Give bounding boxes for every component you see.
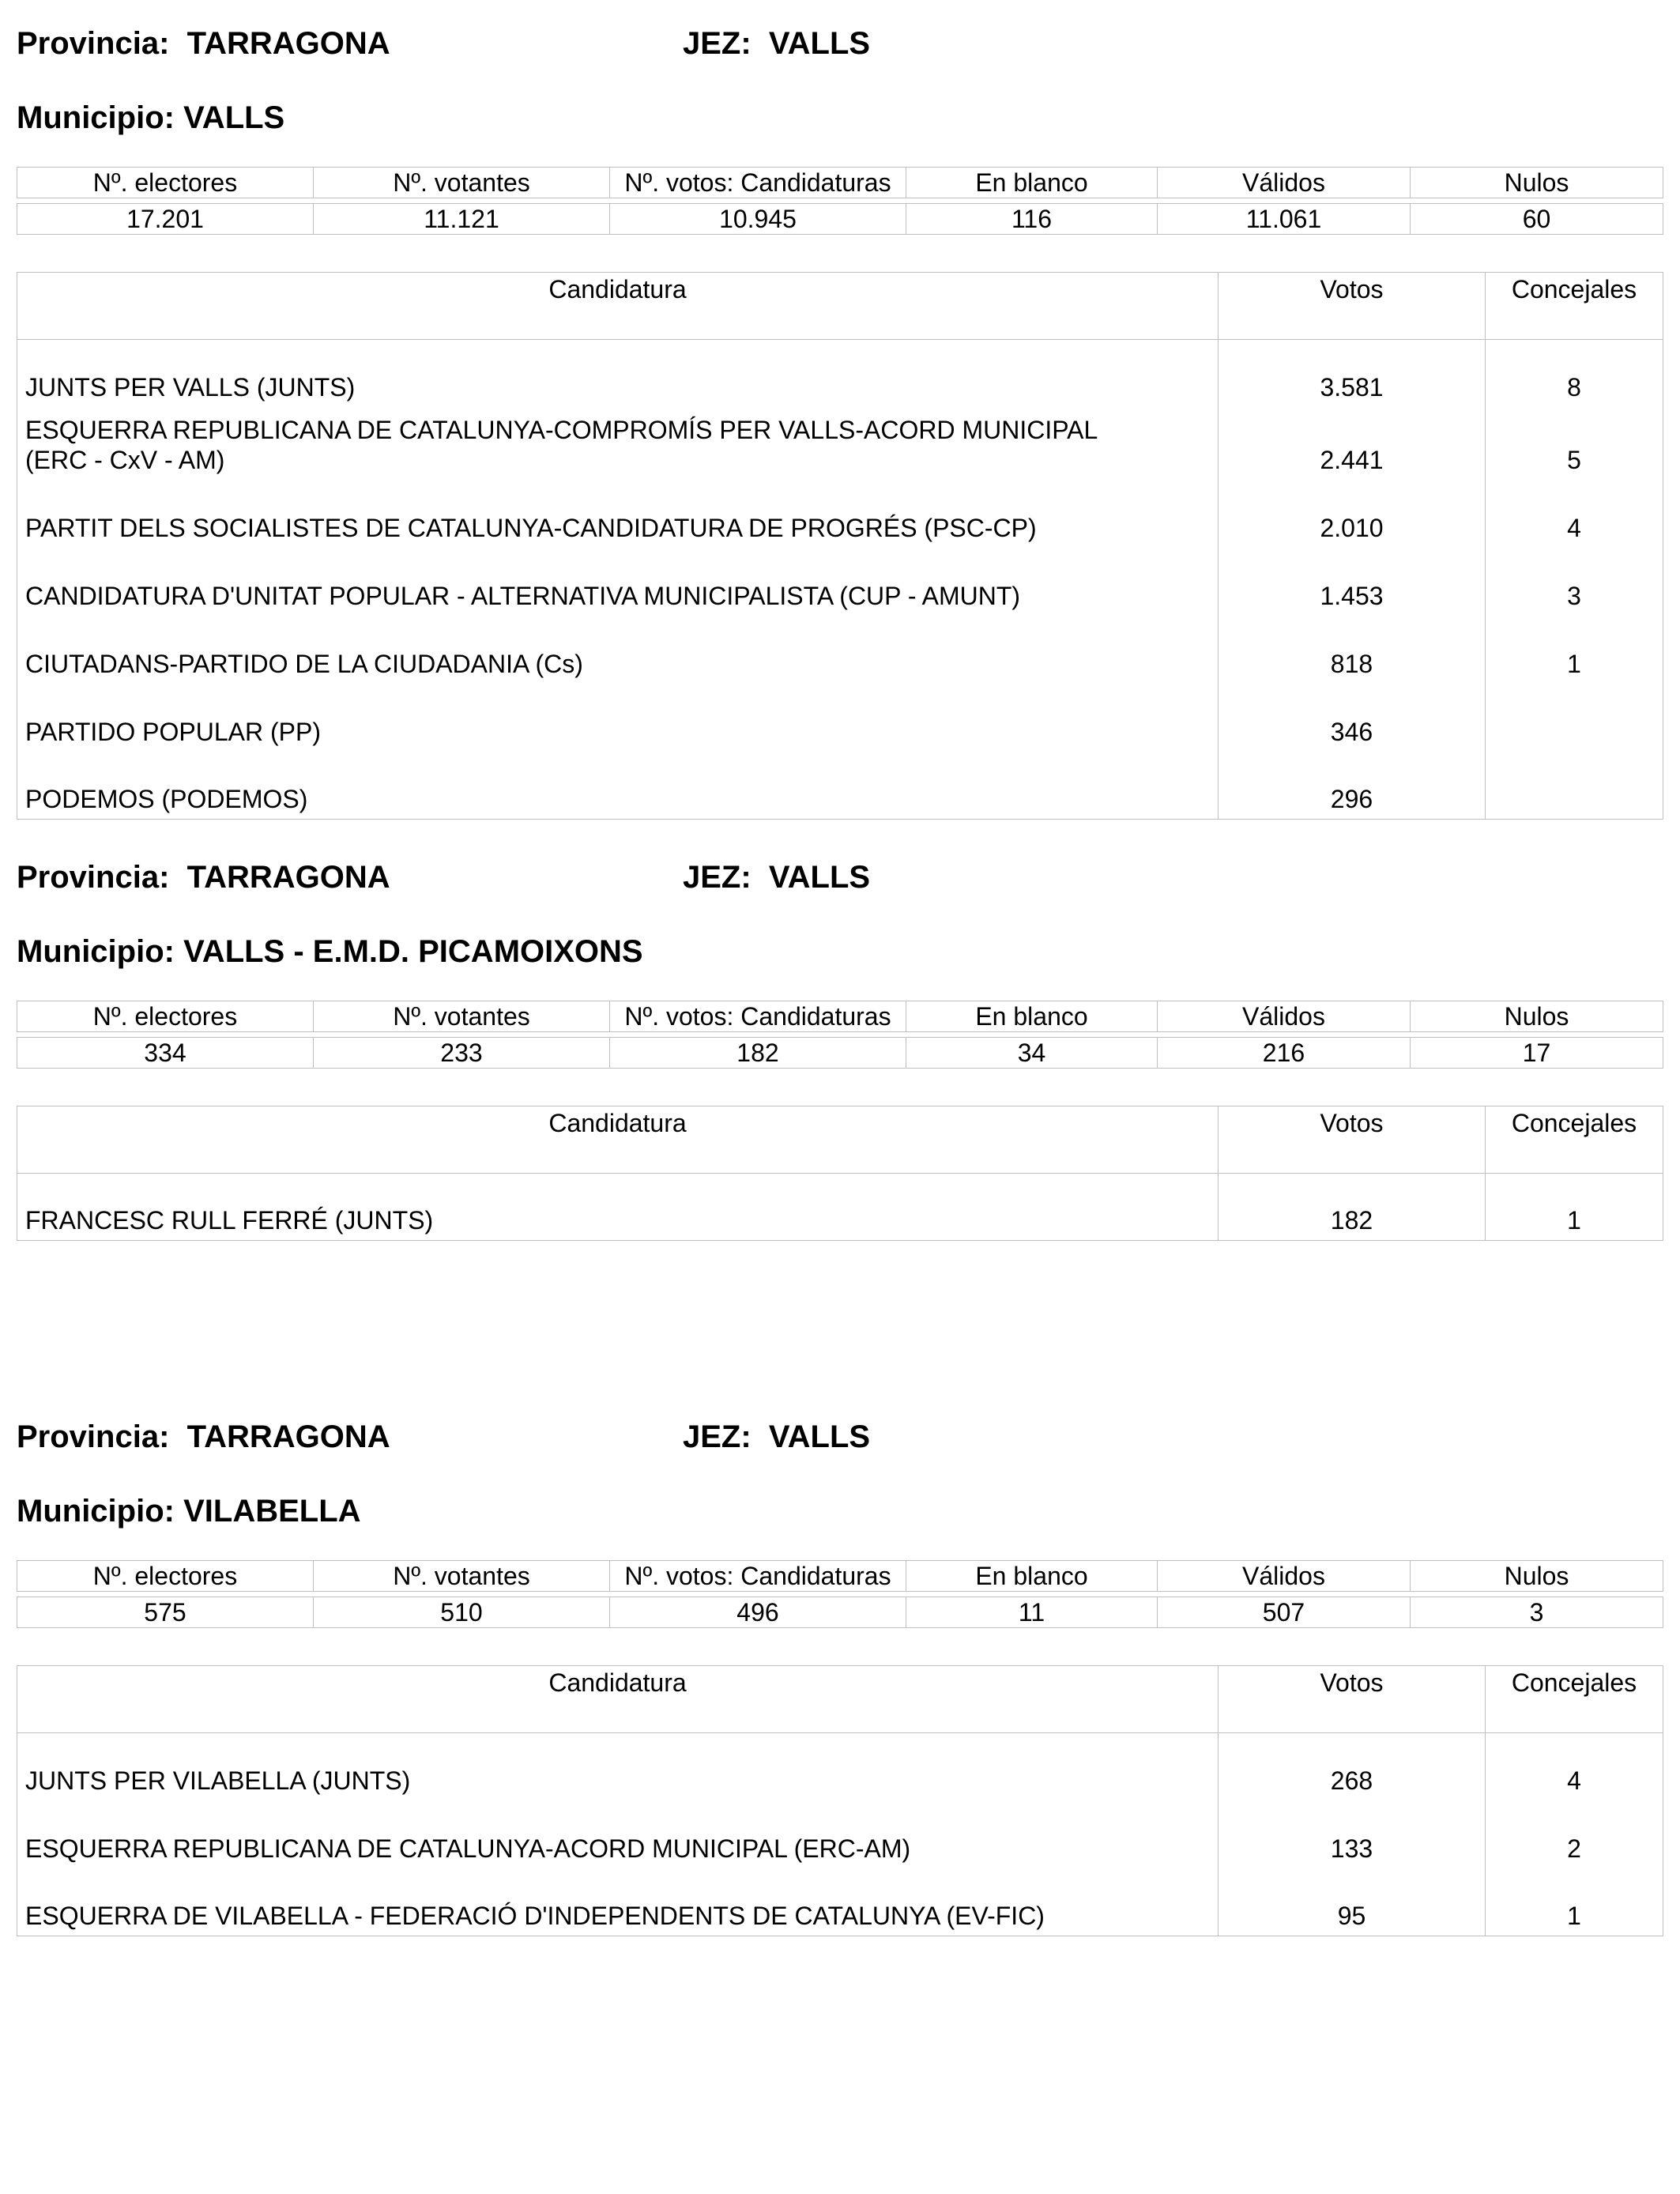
header-nulos: Nulos [1411, 1001, 1663, 1032]
candidaturas-table [17, 272, 1663, 820]
jez-label: JEZ: [683, 860, 751, 895]
provincia-line [17, 1417, 390, 1457]
municipio-label: Municipio: [17, 934, 175, 969]
header-en-blanco: En blanco [906, 1561, 1158, 1592]
jez-label: JEZ: [683, 1419, 751, 1454]
header-votos-candidaturas: Nº. votos: Candidaturas [610, 1001, 906, 1032]
candidatura-name: PARTIDO POPULAR (PP) [17, 684, 1219, 752]
header-validos: Válidos [1158, 168, 1411, 198]
value-electores: 575 [17, 1597, 314, 1628]
candidatura-concejales [1486, 752, 1663, 820]
value-en-blanco: 11 [906, 1597, 1158, 1628]
provincia-label: Provincia: [17, 26, 170, 61]
candidaturas-table [17, 1106, 1663, 1241]
candidatura-name: ESQUERRA REPUBLICANA DE CATALUNYA-ACORD MUNICIPAL (ERC-AM) [17, 1800, 1219, 1868]
value-votos-candidaturas: 182 [610, 1038, 906, 1069]
municipio-line [17, 932, 643, 971]
candidatura-name [17, 407, 1219, 480]
provincia-line [17, 858, 390, 897]
summary-value-row [17, 204, 1663, 235]
value-nulos: 17 [1411, 1038, 1663, 1069]
header-votantes: Nº. votantes [314, 168, 610, 198]
jez-value: VALLS [768, 1419, 871, 1454]
candidatura-concejales: 4 [1486, 480, 1663, 548]
candidatura-concejales: 2 [1486, 1800, 1663, 1868]
municipio-label: Municipio: [17, 100, 175, 135]
candidatura-name-line2: (ERC - CxV - AM) [25, 445, 225, 474]
candidatura-votos: 1.453 [1219, 548, 1486, 616]
value-votos-candidaturas: 10.945 [610, 204, 906, 235]
summary-value-row [17, 1597, 1663, 1628]
table-row [17, 1800, 1663, 1868]
table-row [17, 1174, 1663, 1241]
summary-header-row [17, 1001, 1663, 1032]
value-votantes: 510 [314, 1597, 610, 1628]
header-votos-candidaturas: Nº. votos: Candidaturas [610, 168, 906, 198]
col-candidatura: Candidatura [17, 273, 1219, 340]
value-validos: 216 [1158, 1038, 1411, 1069]
jez-label: JEZ: [683, 26, 751, 61]
candidatura-votos: 346 [1219, 684, 1486, 752]
candidatura-name: CANDIDATURA D'UNITAT POPULAR - ALTERNATIVA MUNICIPALISTA (CUP - AMUNT) [17, 548, 1219, 616]
col-votos: Votos [1219, 1106, 1486, 1174]
candidatura-concejales: 5 [1486, 407, 1663, 480]
provincia-value: TARRAGONA [186, 860, 390, 895]
candidatura-votos: 296 [1219, 752, 1486, 820]
table-row [17, 407, 1663, 480]
provincia-label: Provincia: [17, 860, 170, 895]
value-validos: 507 [1158, 1597, 1411, 1628]
candidatura-name: JUNTS PER VILABELLA (JUNTS) [17, 1733, 1219, 1800]
table-row [17, 616, 1663, 684]
provincia-value: TARRAGONA [186, 26, 390, 61]
header-en-blanco: En blanco [906, 168, 1158, 198]
jez-value: VALLS [768, 860, 871, 895]
municipio-line [17, 98, 284, 138]
value-votantes: 11.121 [314, 204, 610, 235]
value-nulos: 60 [1411, 204, 1663, 235]
provincia-line [17, 24, 390, 63]
value-electores: 17.201 [17, 204, 314, 235]
summary-table [17, 167, 1663, 235]
candidatura-concejales: 8 [1486, 340, 1663, 407]
candidatura-concejales: 1 [1486, 616, 1663, 684]
header-votantes: Nº. votantes [314, 1001, 610, 1032]
table-row [17, 480, 1663, 548]
table-row [17, 752, 1663, 820]
provincia-label: Provincia: [17, 1419, 170, 1454]
header-votantes: Nº. votantes [314, 1561, 610, 1592]
header-en-blanco: En blanco [906, 1001, 1158, 1032]
header-validos: Válidos [1158, 1561, 1411, 1592]
table-row [17, 548, 1663, 616]
candidaturas-table [17, 1665, 1663, 1936]
candidatura-votos: 2.441 [1219, 407, 1486, 480]
header-electores: Nº. electores [17, 168, 314, 198]
candidatura-votos: 268 [1219, 1733, 1486, 1800]
col-candidatura: Candidatura [17, 1106, 1219, 1174]
candidatura-concejales: 1 [1486, 1868, 1663, 1936]
summary-value-row [17, 1038, 1663, 1069]
summary-header-row [17, 168, 1663, 198]
col-concejales: Concejales [1486, 273, 1663, 340]
municipio-value: VILABELLA [183, 1494, 361, 1529]
municipio-value: VALLS - E.M.D. PICAMOIXONS [183, 934, 643, 969]
candidatura-votos: 818 [1219, 616, 1486, 684]
candidatura-votos: 182 [1219, 1174, 1486, 1241]
value-electores: 334 [17, 1038, 314, 1069]
candidatura-name-line1: ESQUERRA REPUBLICANA DE CATALUNYA-COMPROMÍS PER VALLS-ACORD MUNICIPAL [25, 415, 1098, 444]
col-votos: Votos [1219, 1666, 1486, 1733]
value-votantes: 233 [314, 1038, 610, 1069]
candidatura-name: JUNTS PER VALLS (JUNTS) [17, 340, 1219, 407]
candidatura-concejales: 3 [1486, 548, 1663, 616]
summary-table [17, 1560, 1663, 1628]
candidatura-concejales: 4 [1486, 1733, 1663, 1800]
table-row [17, 1868, 1663, 1936]
candidatura-name: FRANCESC RULL FERRÉ (JUNTS) [17, 1174, 1219, 1241]
candidatura-votos: 95 [1219, 1868, 1486, 1936]
candidatura-votos: 133 [1219, 1800, 1486, 1868]
jez-line [683, 858, 870, 897]
municipio-line [17, 1491, 361, 1531]
value-nulos: 3 [1411, 1597, 1663, 1628]
candidatura-name: PODEMOS (PODEMOS) [17, 752, 1219, 820]
summary-table [17, 1001, 1663, 1069]
candidatura-name: PARTIT DELS SOCIALISTES DE CATALUNYA-CANDIDATURA DE PROGRÉS (PSC-CP) [17, 480, 1219, 548]
header-electores: Nº. electores [17, 1561, 314, 1592]
jez-line [683, 1417, 870, 1457]
header-nulos: Nulos [1411, 1561, 1663, 1592]
value-en-blanco: 34 [906, 1038, 1158, 1069]
header-votos-candidaturas: Nº. votos: Candidaturas [610, 1561, 906, 1592]
col-candidatura: Candidatura [17, 1666, 1219, 1733]
provincia-value: TARRAGONA [186, 1419, 390, 1454]
jez-value: VALLS [768, 26, 871, 61]
candidatura-votos: 2.010 [1219, 480, 1486, 548]
value-votos-candidaturas: 496 [610, 1597, 906, 1628]
value-en-blanco: 116 [906, 204, 1158, 235]
candidatura-concejales [1486, 684, 1663, 752]
candidatura-name: ESQUERRA DE VILABELLA - FEDERACIÓ D'INDEPENDENTS DE CATALUNYA (EV-FIC) [17, 1868, 1219, 1936]
jez-line [683, 24, 870, 63]
table-row [17, 1733, 1663, 1800]
candidatura-votos: 3.581 [1219, 340, 1486, 407]
header-nulos: Nulos [1411, 168, 1663, 198]
header-electores: Nº. electores [17, 1001, 314, 1032]
col-votos: Votos [1219, 273, 1486, 340]
municipio-label: Municipio: [17, 1494, 175, 1529]
municipio-value: VALLS [183, 100, 285, 135]
col-concejales: Concejales [1486, 1666, 1663, 1733]
value-validos: 11.061 [1158, 204, 1411, 235]
table-row [17, 340, 1663, 407]
candidatura-concejales: 1 [1486, 1174, 1663, 1241]
table-row [17, 684, 1663, 752]
header-validos: Válidos [1158, 1001, 1411, 1032]
col-concejales: Concejales [1486, 1106, 1663, 1174]
summary-header-row [17, 1561, 1663, 1592]
candidatura-name: CIUTADANS-PARTIDO DE LA CIUDADANIA (Cs) [17, 616, 1219, 684]
